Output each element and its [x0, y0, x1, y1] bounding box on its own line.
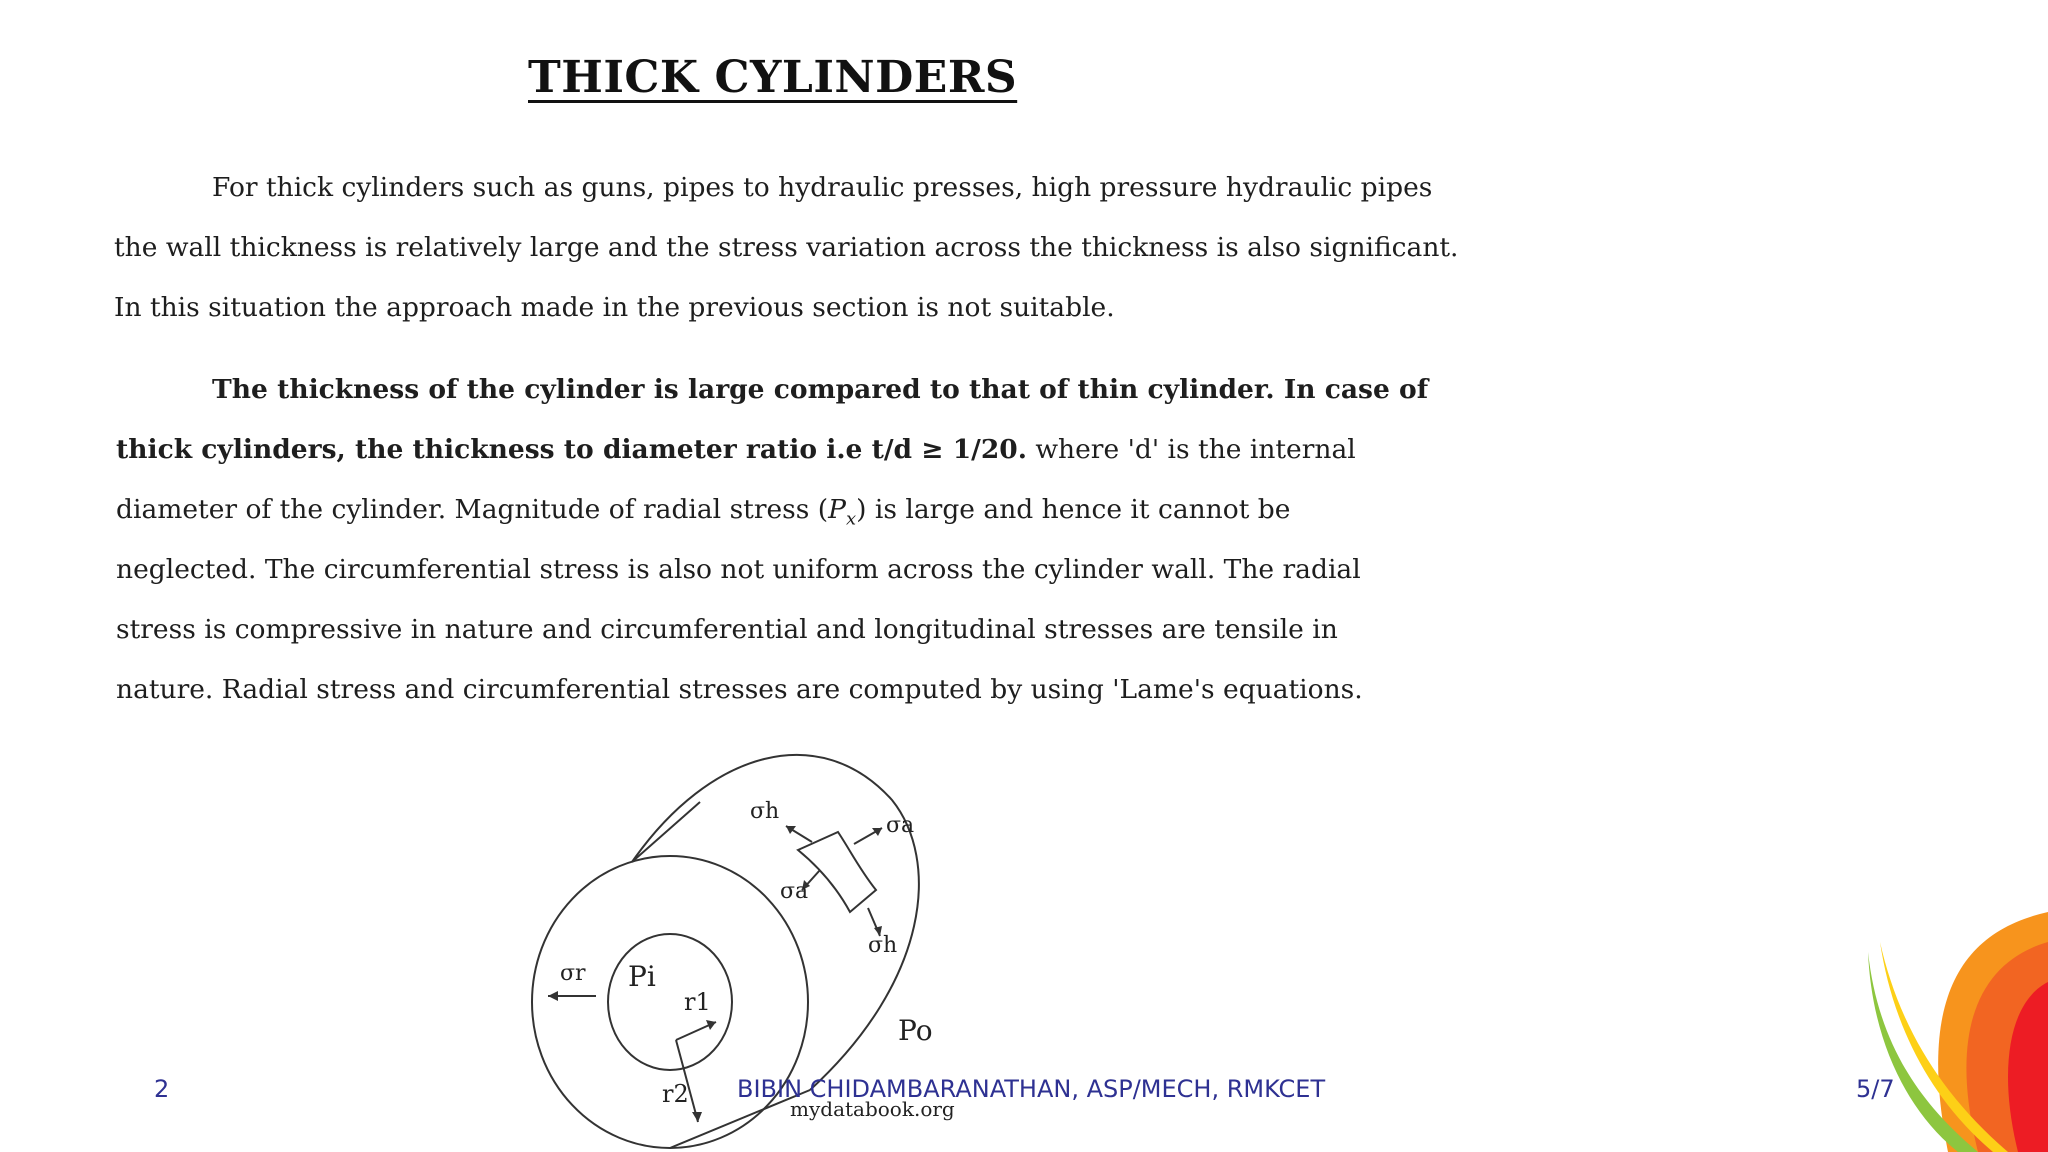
slide-title: THICK CYLINDERS — [528, 52, 1018, 103]
r1-label: r1 — [684, 988, 711, 1016]
footer-author: BIBIN CHIDAMBARANATHAN, ASP/MECH, RMKCET — [737, 1075, 1326, 1103]
stress-element — [798, 832, 876, 912]
cylinder-top-edge — [632, 802, 700, 862]
radial-stress-text: diameter of the cylinder. Magnitude of radial stress ( — [116, 494, 829, 525]
paragraph-2-line-5: stress is compressive in nature and circumferential and longitudinal stresses are tensile in — [116, 614, 1338, 645]
paragraph-2-line-3 — [116, 494, 1290, 529]
paragraph-1-line-2: the wall thickness is relatively large and the stress variation across the thickness is also significant. — [114, 232, 1459, 263]
sigma-r-label: σr — [560, 961, 586, 986]
ratio-remark: where 'd' is the internal — [1026, 434, 1356, 465]
paragraph-2-line-1: The thickness of the cylinder is large compared to that of thin cylinder. In case of — [212, 374, 1429, 405]
radial-stress-symbol: P — [828, 494, 846, 525]
r2-label: r2 — [662, 1080, 689, 1108]
sigma-a-bottom-label: σa — [780, 879, 809, 904]
p-inner-label: Pi — [628, 960, 656, 993]
paragraph-2-line-4: neglected. The circumferential stress is also not uniform across the cylinder wall. The radial — [116, 554, 1361, 585]
watermark: mydatabook.org — [790, 1097, 955, 1121]
slide-number: 2 — [154, 1075, 170, 1103]
sigma-h-top-label: σh — [750, 799, 780, 824]
ratio-statement: thick cylinders, the thickness to diameter ratio i.e t/d ≥ 1/20. — [116, 434, 1027, 465]
radial-stress-text-end: ) is large and hence it cannot be — [856, 494, 1291, 525]
radial-stress-subscript: x — [845, 508, 857, 530]
sigma-a-top-label: σa — [886, 813, 915, 838]
paragraph-1-line-1: For thick cylinders such as guns, pipes to hydraulic presses, high pressure hydraulic pipes — [212, 172, 1433, 203]
p-outer-label: Po — [898, 1014, 933, 1047]
footer-date: 5/7 — [1856, 1075, 1895, 1103]
paragraph-2-line-6: nature. Radial stress and circumferential stresses are computed by using 'Lame's equations. — [116, 674, 1363, 705]
paragraph-1-line-3: In this situation the approach made in the previous section is not suitable. — [114, 292, 1115, 323]
inner-bore — [608, 934, 732, 1070]
paragraph-2-line-2 — [116, 434, 1356, 465]
sigma-h-bottom-label: σh — [868, 933, 898, 958]
decorative-swoosh — [1808, 872, 2048, 1152]
